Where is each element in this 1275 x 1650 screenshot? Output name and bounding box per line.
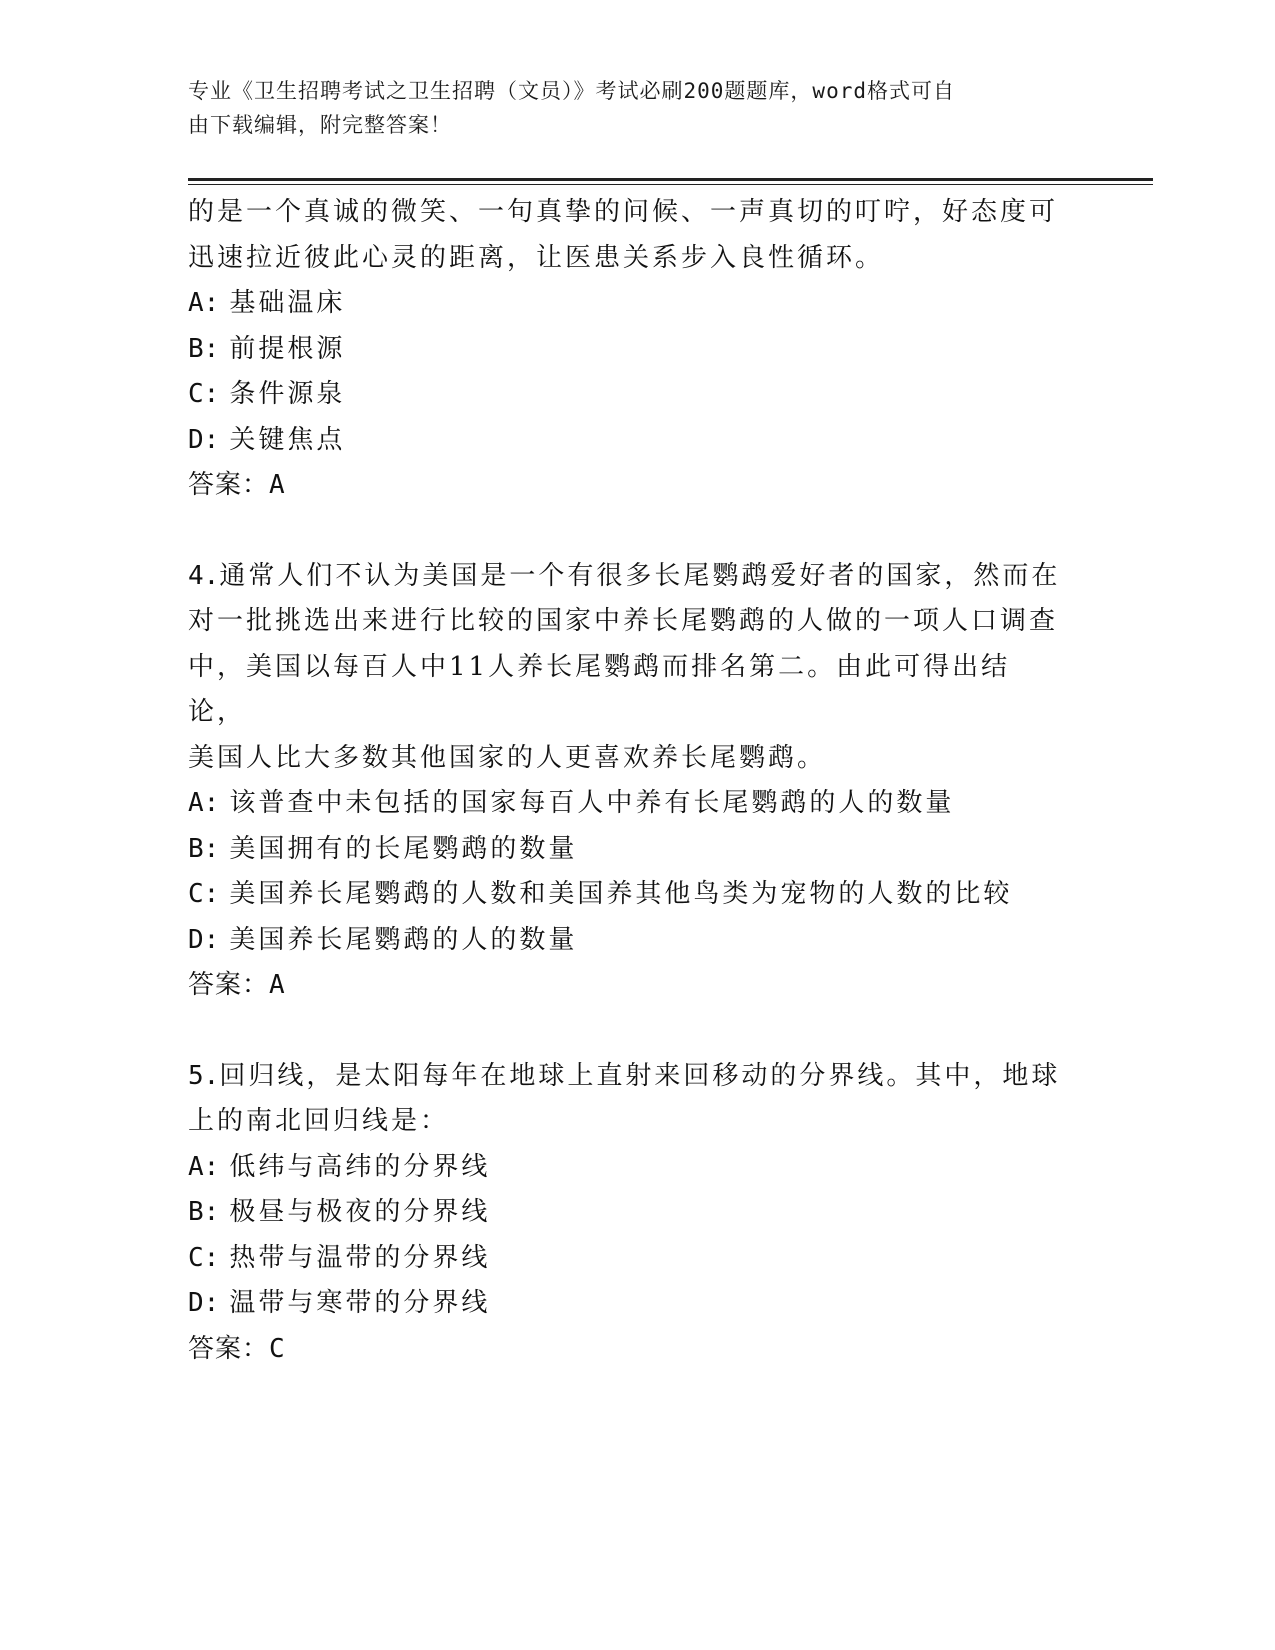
option-key: D: [188, 424, 220, 455]
question-3-option-d [188, 418, 1068, 464]
option-key: C: [188, 879, 220, 909]
document-header [188, 74, 1068, 142]
question-5 [188, 1054, 1068, 1373]
option-text: 美国养长尾鹦鹉的人的数量 [229, 924, 578, 955]
option-text: 条件源泉 [229, 379, 346, 409]
header-line-1: 专业《卫生招聘考试之卫生招聘（文员）》考试必刷200题题库，word格式可自 [188, 79, 955, 103]
answer-label: 答案： [188, 470, 270, 500]
answer-label: 答案： [188, 1333, 270, 1364]
question-3-option-c [188, 372, 1068, 418]
question-4-option-d [188, 918, 1068, 964]
question-3-option-a [188, 281, 1068, 327]
question-3-text-line-1: 的是一个真诚的微笑、一句真挚的问候、一声真切的叮咛，好态度可 [188, 197, 1059, 227]
question-4-text-line-3: 中，美国以每百人中11人养长尾鹦鹉而排名第二。由此可得出结论， [188, 651, 1011, 727]
answer-value: A [269, 970, 286, 1000]
question-3-answer [188, 463, 1068, 509]
answer-label: 答案： [188, 970, 270, 1000]
option-text: 热带与温带的分界线 [229, 1242, 491, 1273]
option-key: A: [188, 1151, 220, 1182]
option-text: 该普查中未包括的国家每百人中养有长尾鹦鹉的人的数量 [229, 788, 955, 818]
option-key: A: [188, 288, 220, 318]
option-text: 基础温床 [229, 288, 346, 318]
option-key: B: [188, 333, 220, 364]
question-3 [188, 190, 1068, 509]
question-text: 通常人们不认为美国是一个有很多长尾鹦鹉爱好者的国家，然而在 [219, 560, 1061, 591]
header-line-2: 由下载编辑，附完整答案！ [188, 113, 452, 137]
question-text: 回归线，是太阳每年在地球上直射来回移动的分界线。其中，地球 [219, 1060, 1061, 1091]
option-key: B: [188, 833, 220, 864]
question-5-option-b [188, 1190, 1068, 1236]
answer-value: C [269, 1333, 286, 1364]
question-5-option-c [188, 1236, 1068, 1282]
question-4-option-c [188, 872, 1068, 918]
question-5-option-d [188, 1281, 1068, 1327]
option-text: 极昼与极夜的分界线 [229, 1197, 491, 1227]
option-text: 美国养长尾鹦鹉的人数和美国养其他鸟类为宠物的人数的比较 [229, 879, 1013, 909]
question-5-option-a [188, 1145, 1068, 1191]
question-4-text-line-1 [188, 554, 1068, 600]
question-number: 5. [188, 1060, 220, 1091]
option-key: C: [188, 1242, 220, 1273]
option-key: B: [188, 1197, 220, 1227]
question-5-text-line-1 [188, 1054, 1068, 1100]
option-key: D: [188, 1288, 220, 1318]
header-divider-thick [188, 178, 1153, 181]
option-text: 低纬与高纬的分界线 [229, 1151, 491, 1182]
question-3-option-b [188, 327, 1068, 373]
option-text: 温带与寒带的分界线 [229, 1288, 491, 1318]
question-number: 4. [188, 560, 220, 591]
option-text: 前提根源 [229, 333, 346, 364]
document-body [188, 190, 1068, 1372]
header-divider-thin [188, 184, 1153, 185]
question-4-option-b [188, 827, 1068, 873]
option-text: 关键焦点 [229, 424, 346, 455]
question-3-text-line-2: 迅速拉近彼此心灵的距离，让医患关系步入良性循环。 [188, 242, 885, 273]
answer-value: A [269, 470, 286, 500]
question-4-text-line-4: 美国人比大多数其他国家的人更喜欢养长尾鹦鹉。 [188, 742, 827, 773]
question-5-answer [188, 1327, 1068, 1373]
question-4-option-a [188, 781, 1068, 827]
option-key: C: [188, 379, 220, 409]
question-4-text-line-2: 对一批挑选出来进行比较的国家中养长尾鹦鹉的人做的一项人口调查 [188, 606, 1059, 636]
option-key: A: [188, 788, 220, 818]
option-text: 美国拥有的长尾鹦鹉的数量 [229, 833, 578, 864]
question-4-answer [188, 963, 1068, 1009]
question-4 [188, 554, 1068, 1009]
question-5-text-line-2: 上的南北回归线是： [188, 1106, 450, 1136]
option-key: D: [188, 924, 220, 955]
